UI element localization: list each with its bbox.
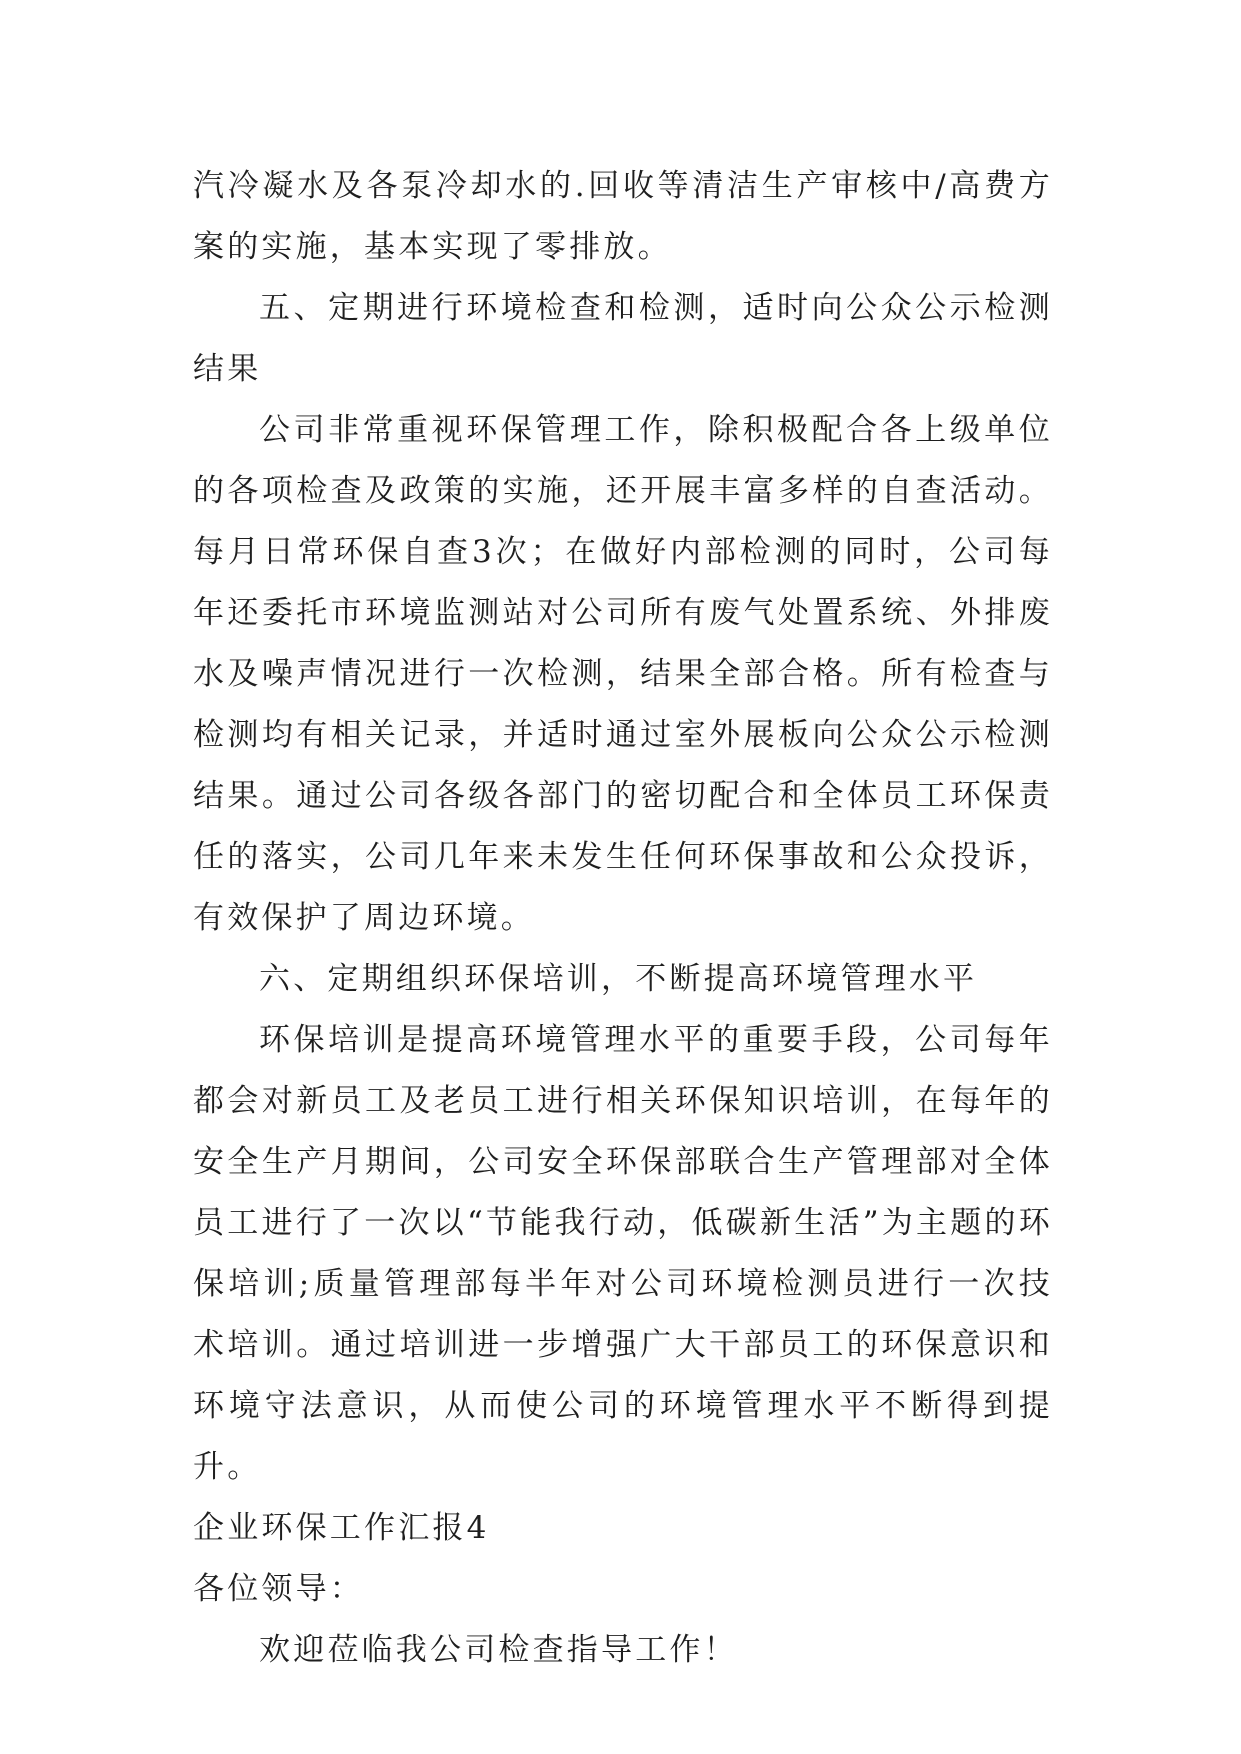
salutation: 各位领导： <box>193 1571 364 1607</box>
document-body <box>193 156 1053 1681</box>
paragraph-training-detail: 环保培训是提高环境管理水平的重要手段，公司每年都会对新员工及老员工进行相关环保知识培训，在每年的安全生产月期间，公司安全环保部联合生产管理部对全体员工进行了一次以“节能我行动，低碳新生活”为主题的环保培训;质量管理部每半年对公司环境检测员进行一次技术培训。通过培训进一步增强广大干部员工的环保意识和环境守法意识，从而使公司的环境管理水平不断得到提升。 <box>193 1022 1053 1485</box>
paragraph-cleaner-production: 汽冷凝水及各泵冷却水的.回收等清洁生产审核中/高费方案的实施，基本实现了零排放。 <box>193 168 1053 265</box>
report-title: 企业环保工作汇报4 <box>193 1510 490 1546</box>
section-heading-inspection: 五、定期进行环境检查和检测，适时向公众公示检测结果 <box>193 290 1053 387</box>
paragraph-inspection-detail: 公司非常重视环保管理工作，除积极配合各上级单位的各项检查及政策的实施，还开展丰富多样的自查活动。每月日常环保自查3次；在做好内部检测的同时，公司每年还委托市环境监测站对公司所有废气处置系统、外排废水及噪声情况进行一次检测，结果全部合格。所有检查与检测均有相关记录，并适时通过室外展板向公众公示检测结果。通过公司各级各部门的密切配合和全体员工环保责任的落实，公司几年来未发生任何环保事故和公众投诉，有效保护了周边环境。 <box>193 412 1053 936</box>
section-heading-training: 六、定期组织环保培训，不断提高环境管理水平 <box>259 961 978 997</box>
welcome-line: 欢迎莅临我公司检查指导工作！ <box>259 1632 738 1668</box>
